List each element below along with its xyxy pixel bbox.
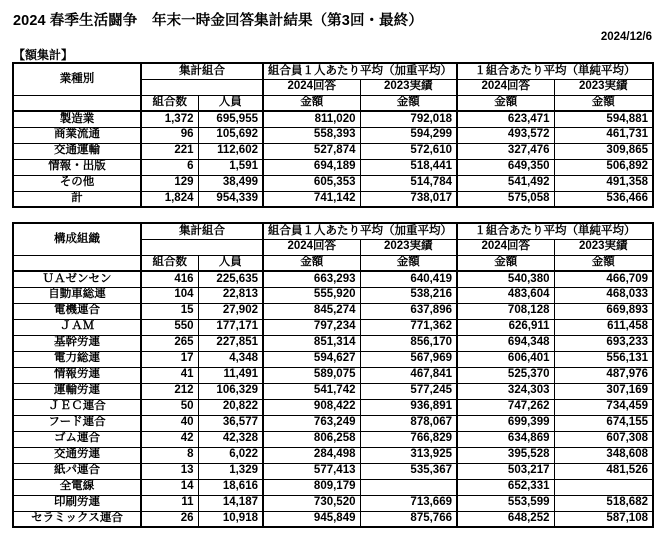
row-label: 電力総連: [13, 351, 141, 367]
cell-unions: 50: [141, 399, 198, 415]
col-group-tally: 集計組合: [141, 223, 263, 239]
cell-weighted-2023: 594,299: [360, 127, 457, 143]
col-header-amount-w2023: 金額: [360, 255, 457, 271]
cell-simple-2023: 491,358: [554, 175, 653, 191]
cell-simple-2024: 327,476: [457, 143, 554, 159]
cell-unions: 96: [141, 127, 198, 143]
table-row: [13, 431, 653, 447]
cell-members: 11,491: [198, 367, 263, 383]
cell-simple-2023: 481,526: [554, 463, 653, 479]
row-label: 製造業: [13, 111, 141, 127]
row-label: 印刷労連: [13, 495, 141, 511]
col-header-members: 人員: [198, 255, 263, 271]
cell-members: 695,955: [198, 111, 263, 127]
cell-weighted-2024: 945,849: [263, 511, 360, 527]
orgs-table: [12, 222, 654, 528]
table-row: [13, 399, 653, 415]
cell-simple-2024: 324,303: [457, 383, 554, 399]
cell-simple-2023: 468,033: [554, 287, 653, 303]
cell-simple-2024: 708,128: [457, 303, 554, 319]
cell-members: 36,577: [198, 415, 263, 431]
cell-simple-2023: 536,466: [554, 191, 653, 207]
col-header-unions: 組合数: [141, 255, 198, 271]
cell-unions: 8: [141, 447, 198, 463]
cell-unions: 14: [141, 479, 198, 495]
cell-weighted-2024: 663,293: [263, 271, 360, 287]
col-header-amount-s2024: 金額: [457, 255, 554, 271]
table-row: [13, 383, 653, 399]
table-row: [13, 463, 653, 479]
cell-members: 227,851: [198, 335, 263, 351]
row-label: 交通運輸: [13, 143, 141, 159]
cell-simple-2023: 466,709: [554, 271, 653, 287]
cell-simple-2023: 348,608: [554, 447, 653, 463]
cell-weighted-2024: 555,920: [263, 287, 360, 303]
row-label: 交通労連: [13, 447, 141, 463]
row-label: ＪＡＭ: [13, 319, 141, 335]
row-label: 運輸労連: [13, 383, 141, 399]
table-row: [13, 191, 653, 207]
cell-weighted-2023: 567,969: [360, 351, 457, 367]
cell-simple-2024: 626,911: [457, 319, 554, 335]
cell-weighted-2023: 771,362: [360, 319, 457, 335]
cell-unions: 15: [141, 303, 198, 319]
cell-weighted-2023: 313,925: [360, 447, 457, 463]
cell-unions: 42: [141, 431, 198, 447]
row-label: ＵＡゼンセン: [13, 271, 141, 287]
col-sub-2023-simple: 2023実績: [554, 79, 653, 95]
cell-members: 954,339: [198, 191, 263, 207]
table-row: [13, 447, 653, 463]
cell-members: 1,329: [198, 463, 263, 479]
cell-weighted-2023: 792,018: [360, 111, 457, 127]
table-row: [13, 415, 653, 431]
row-label: 自動車総連: [13, 287, 141, 303]
table-row: [13, 495, 653, 511]
cell-weighted-2023: 713,669: [360, 495, 457, 511]
col-header-amount-s2023: 金額: [554, 255, 653, 271]
cell-simple-2023: 693,233: [554, 335, 653, 351]
table-row: [13, 351, 653, 367]
cell-weighted-2024: 594,627: [263, 351, 360, 367]
cell-members: 225,635: [198, 271, 263, 287]
col-header-members: 人員: [198, 95, 263, 111]
cell-unions: 212: [141, 383, 198, 399]
cell-members: 42,328: [198, 431, 263, 447]
col-sub-2024-weighted: 2024回答: [263, 239, 360, 255]
cell-weighted-2024: 730,520: [263, 495, 360, 511]
cell-simple-2024: 541,492: [457, 175, 554, 191]
cell-unions: 265: [141, 335, 198, 351]
col-header-amount-w2024: 金額: [263, 255, 360, 271]
cell-members: 105,692: [198, 127, 263, 143]
cell-simple-2024: 649,350: [457, 159, 554, 175]
cell-unions: 550: [141, 319, 198, 335]
cell-simple-2024: 525,370: [457, 367, 554, 383]
cell-simple-2024: 575,058: [457, 191, 554, 207]
row-label: 計: [13, 191, 141, 207]
cell-members: 22,813: [198, 287, 263, 303]
cell-weighted-2023: 856,170: [360, 335, 457, 351]
cell-unions: 11: [141, 495, 198, 511]
cell-simple-2024: 483,604: [457, 287, 554, 303]
cell-simple-2024: 503,217: [457, 463, 554, 479]
cell-weighted-2024: 811,020: [263, 111, 360, 127]
table-row: [13, 111, 653, 127]
cell-weighted-2024: 694,189: [263, 159, 360, 175]
cell-weighted-2023: 572,610: [360, 143, 457, 159]
table-row: [13, 271, 653, 287]
cell-weighted-2023: 637,896: [360, 303, 457, 319]
cell-weighted-2023: 875,766: [360, 511, 457, 527]
col-header-amount-s2024: 金額: [457, 95, 554, 111]
table-row: [13, 175, 653, 191]
cell-simple-2024: 493,572: [457, 127, 554, 143]
cell-weighted-2024: 908,422: [263, 399, 360, 415]
cell-weighted-2023: [360, 479, 457, 495]
cell-unions: 41: [141, 367, 198, 383]
col-sub-2024-weighted: 2024回答: [263, 79, 360, 95]
table-row: [13, 287, 653, 303]
cell-simple-2023: 461,731: [554, 127, 653, 143]
cell-weighted-2024: 558,393: [263, 127, 360, 143]
cell-members: 14,187: [198, 495, 263, 511]
cell-weighted-2023: 577,245: [360, 383, 457, 399]
page-title: 2024 春季生活闘争 年末一時金回答集計結果（第3回・最終）: [13, 13, 423, 29]
cell-members: 1,591: [198, 159, 263, 175]
cell-simple-2024: 540,380: [457, 271, 554, 287]
row-label: 紙パ連合: [13, 463, 141, 479]
table-row: [13, 367, 653, 383]
cell-weighted-2024: 845,274: [263, 303, 360, 319]
col-group-per-member: 組合員１人あたり平均（加重平均）: [263, 223, 457, 239]
col-group-per-union: １組合あたり平均（単純平均）: [457, 223, 653, 239]
cell-weighted-2024: 809,179: [263, 479, 360, 495]
cell-weighted-2024: 806,258: [263, 431, 360, 447]
cell-simple-2024: 553,599: [457, 495, 554, 511]
cell-weighted-2024: 577,413: [263, 463, 360, 479]
amount-table: [12, 62, 654, 208]
orgs-table-body: [13, 271, 653, 527]
cell-unions: 1,372: [141, 111, 198, 127]
table-row: [13, 303, 653, 319]
row-label: 電機連合: [13, 303, 141, 319]
cell-simple-2024: 699,399: [457, 415, 554, 431]
cell-members: 106,329: [198, 383, 263, 399]
cell-simple-2023: 607,308: [554, 431, 653, 447]
row-label: 基幹労連: [13, 335, 141, 351]
row-label: セラミックス連合: [13, 511, 141, 527]
cell-weighted-2024: 741,142: [263, 191, 360, 207]
cell-unions: 221: [141, 143, 198, 159]
cell-weighted-2023: 640,419: [360, 271, 457, 287]
row-label: その他: [13, 175, 141, 191]
cell-weighted-2023: 514,784: [360, 175, 457, 191]
cell-unions: 13: [141, 463, 198, 479]
col-sub-2023-simple: 2023実績: [554, 239, 653, 255]
cell-members: 18,616: [198, 479, 263, 495]
cell-members: 6,022: [198, 447, 263, 463]
row-label: ＪＥＣ連合: [13, 399, 141, 415]
cell-simple-2024: 652,331: [457, 479, 554, 495]
cell-simple-2024: 694,348: [457, 335, 554, 351]
section-label-amount: 【額集計】: [13, 48, 74, 62]
table-row: [13, 479, 653, 495]
col-header-amount-w2023: 金額: [360, 95, 457, 111]
cell-weighted-2023: 936,891: [360, 399, 457, 415]
cell-weighted-2024: 605,353: [263, 175, 360, 191]
cell-members: 20,822: [198, 399, 263, 415]
cell-weighted-2024: 589,075: [263, 367, 360, 383]
cell-weighted-2023: 538,216: [360, 287, 457, 303]
cell-weighted-2023: 535,367: [360, 463, 457, 479]
cell-simple-2024: 395,528: [457, 447, 554, 463]
table-row: [13, 335, 653, 351]
cell-simple-2023: 669,893: [554, 303, 653, 319]
table-row: [13, 159, 653, 175]
col-group-tally: 集計組合: [141, 63, 263, 79]
cell-simple-2023: 587,108: [554, 511, 653, 527]
cell-simple-2024: 648,252: [457, 511, 554, 527]
cell-simple-2023: 734,459: [554, 399, 653, 415]
cell-weighted-2023: 878,067: [360, 415, 457, 431]
cell-unions: 416: [141, 271, 198, 287]
cell-weighted-2024: 851,314: [263, 335, 360, 351]
cell-simple-2023: 556,131: [554, 351, 653, 367]
col-header-industry-blank: [13, 95, 141, 111]
cell-members: 177,171: [198, 319, 263, 335]
table-row: [13, 127, 653, 143]
cell-members: 38,499: [198, 175, 263, 191]
amount-table-body: [13, 111, 653, 207]
amount-table-wrapper: [12, 62, 654, 208]
cell-weighted-2023: 738,017: [360, 191, 457, 207]
cell-simple-2023: 309,865: [554, 143, 653, 159]
cell-weighted-2023: 518,441: [360, 159, 457, 175]
cell-unions: 26: [141, 511, 198, 527]
col-tally-spacer: [141, 239, 263, 255]
cell-weighted-2024: 797,234: [263, 319, 360, 335]
cell-weighted-2024: 541,742: [263, 383, 360, 399]
row-label: ゴム連合: [13, 431, 141, 447]
cell-simple-2024: 634,869: [457, 431, 554, 447]
col-sub-2024-simple: 2024回答: [457, 239, 554, 255]
cell-simple-2023: 594,881: [554, 111, 653, 127]
cell-simple-2023: 487,976: [554, 367, 653, 383]
table-row: [13, 319, 653, 335]
row-label: 情報労連: [13, 367, 141, 383]
col-sub-2024-simple: 2024回答: [457, 79, 554, 95]
cell-simple-2023: 674,155: [554, 415, 653, 431]
cell-simple-2023: 611,458: [554, 319, 653, 335]
cell-simple-2023: 307,169: [554, 383, 653, 399]
cell-unions: 129: [141, 175, 198, 191]
cell-simple-2023: 506,892: [554, 159, 653, 175]
row-label: 全電線: [13, 479, 141, 495]
cell-simple-2024: 623,471: [457, 111, 554, 127]
col-group-per-member: 組合員１人あたり平均（加重平均）: [263, 63, 457, 79]
cell-simple-2023: [554, 479, 653, 495]
cell-members: 112,602: [198, 143, 263, 159]
cell-simple-2024: 747,262: [457, 399, 554, 415]
col-header-organization: 構成組織: [13, 223, 141, 255]
table-row: [13, 143, 653, 159]
cell-simple-2024: 606,401: [457, 351, 554, 367]
col-header-amount-s2023: 金額: [554, 95, 653, 111]
cell-unions: 17: [141, 351, 198, 367]
cell-simple-2023: 518,682: [554, 495, 653, 511]
cell-weighted-2023: 467,841: [360, 367, 457, 383]
cell-unions: 1,824: [141, 191, 198, 207]
col-group-per-union: １組合あたり平均（単純平均）: [457, 63, 653, 79]
row-label: 情報・出版: [13, 159, 141, 175]
cell-members: 10,918: [198, 511, 263, 527]
cell-unions: 40: [141, 415, 198, 431]
orgs-table-wrapper: [12, 222, 654, 528]
amount-table-head: [13, 63, 653, 111]
col-header-amount-w2024: 金額: [263, 95, 360, 111]
table-row: [13, 511, 653, 527]
col-header-organization-blank: [13, 255, 141, 271]
cell-members: 4,348: [198, 351, 263, 367]
cell-unions: 104: [141, 287, 198, 303]
cell-unions: 6: [141, 159, 198, 175]
col-tally-spacer: [141, 79, 263, 95]
row-label: フード連合: [13, 415, 141, 431]
col-sub-2023-weighted: 2023実績: [360, 79, 457, 95]
cell-members: 27,902: [198, 303, 263, 319]
cell-weighted-2024: 284,498: [263, 447, 360, 463]
row-label: 商業流通: [13, 127, 141, 143]
col-sub-2023-weighted: 2023実績: [360, 239, 457, 255]
cell-weighted-2023: 766,829: [360, 431, 457, 447]
document-date: 2024/12/6: [600, 31, 652, 43]
col-header-unions: 組合数: [141, 95, 198, 111]
cell-weighted-2024: 763,249: [263, 415, 360, 431]
orgs-table-head: [13, 223, 653, 271]
col-header-industry: 業種別: [13, 63, 141, 95]
cell-weighted-2024: 527,874: [263, 143, 360, 159]
